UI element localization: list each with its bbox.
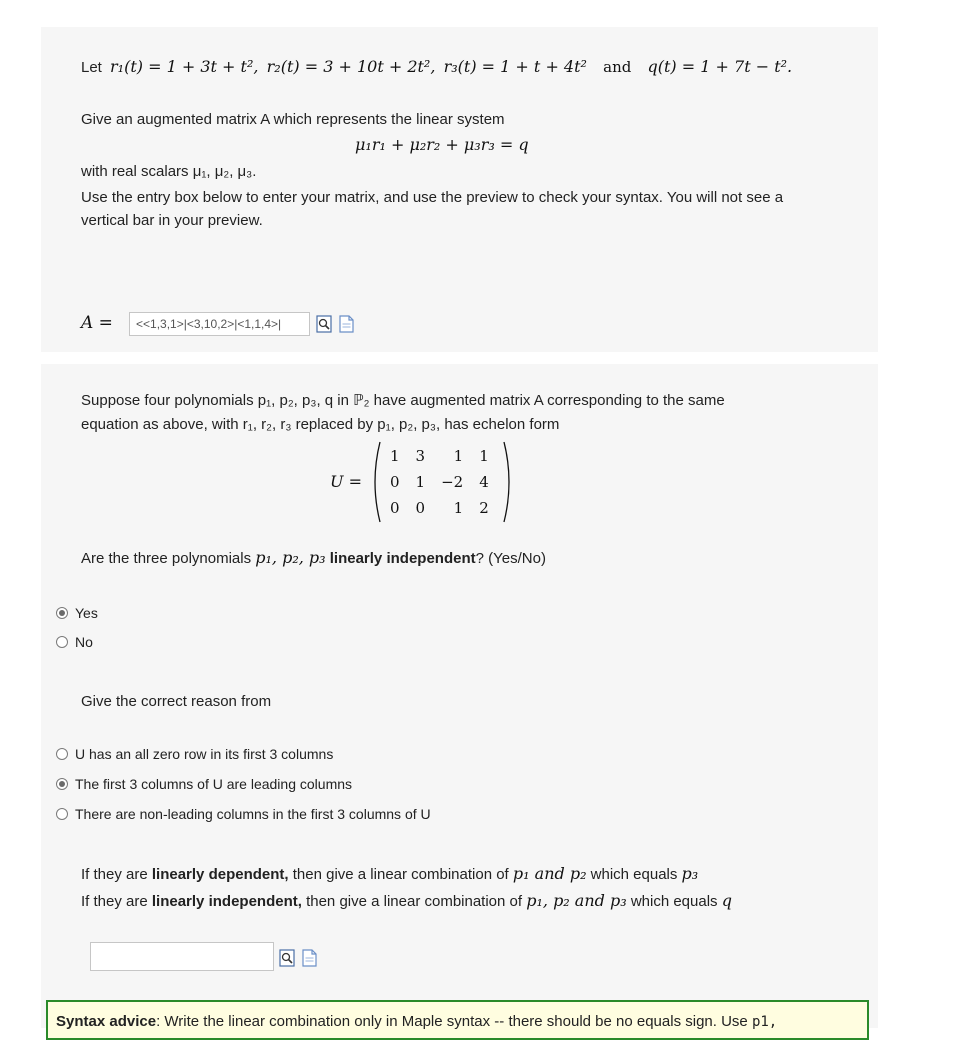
independence-question bbox=[81, 548, 546, 567]
matrix-cell: 1 bbox=[479, 447, 489, 465]
reason-option-label: The first 3 columns of U are leading columns bbox=[75, 776, 353, 792]
yes-no-option-label: Yes bbox=[75, 605, 98, 621]
reason-option[interactable] bbox=[56, 746, 333, 762]
matrix-row bbox=[382, 495, 497, 521]
instruction-entry-line2: vertical bar in your preview. bbox=[81, 212, 263, 229]
independent-polys: p₁, p₂ and p₃ bbox=[526, 891, 627, 910]
syntax-advice-title: Syntax advice bbox=[56, 1013, 157, 1030]
yes-no-option[interactable] bbox=[56, 605, 98, 621]
instruction-augmented-matrix: Give an augmented matrix A which represents the linear system bbox=[81, 111, 505, 128]
radio-button[interactable] bbox=[56, 778, 68, 790]
yes-no-option[interactable] bbox=[56, 634, 93, 650]
instruction-entry-line1: Use the entry box below to enter your matrix, and use the preview to check your syntax. You will not see a bbox=[81, 189, 784, 206]
matrix-row bbox=[382, 469, 497, 495]
variable-definitions bbox=[81, 57, 792, 76]
matrix-cell: 4 bbox=[479, 473, 489, 491]
reason-option[interactable] bbox=[56, 806, 431, 822]
yes-no-option-label: No bbox=[75, 634, 93, 650]
radio-button[interactable] bbox=[56, 607, 68, 619]
dependent-middle: then give a linear combination of bbox=[292, 866, 509, 883]
matrix-cell: 2 bbox=[479, 499, 489, 517]
matrix-cell: 3 bbox=[415, 447, 426, 465]
left-paren bbox=[368, 440, 382, 524]
matrix-u-label: U = bbox=[330, 472, 362, 491]
independent-middle: then give a linear combination of bbox=[306, 893, 523, 910]
matrix-cell: 0 bbox=[390, 499, 400, 517]
question-suffix: ? (Yes/No) bbox=[475, 550, 546, 567]
r1-definition: r₁(t) = 1 + 3t + t², bbox=[110, 57, 259, 76]
preview-icon[interactable] bbox=[316, 315, 332, 333]
radio-button[interactable] bbox=[56, 636, 68, 648]
independent-bold: linearly independent, bbox=[151, 893, 302, 910]
independent-prefix: If they are bbox=[81, 893, 148, 910]
reason-option[interactable] bbox=[56, 776, 352, 792]
part-b-intro-line1: Suppose four polynomials p₁, p₂, p₃, q in ℙ₂ have augmented matrix A corresponding to the same bbox=[81, 392, 725, 409]
matrix-cell: −2 bbox=[441, 473, 464, 491]
reason-prompt: Give the correct reason from bbox=[81, 693, 272, 710]
dependent-bold: linearly dependent, bbox=[151, 866, 289, 883]
question-polys: p₁, p₂, p₃ bbox=[255, 548, 326, 567]
question-bold: linearly independent bbox=[329, 550, 476, 567]
independent-suffix: which equals bbox=[630, 893, 718, 910]
matrix-cell: 1 bbox=[390, 447, 400, 465]
preview-icon[interactable] bbox=[279, 949, 295, 967]
dependent-polys: p₁ and p₂ bbox=[512, 864, 587, 883]
radio-button[interactable] bbox=[56, 748, 68, 760]
matrix-row bbox=[382, 443, 497, 469]
echelon-matrix bbox=[368, 440, 518, 524]
dependent-target: p₃ bbox=[681, 864, 699, 883]
matrix-cell: 0 bbox=[390, 473, 400, 491]
dependent-suffix: which equals bbox=[590, 866, 678, 883]
linear-combination-input[interactable] bbox=[90, 942, 274, 971]
dependent-instruction bbox=[81, 864, 698, 883]
right-paren bbox=[502, 440, 516, 524]
question-prefix: Are the three polynomials bbox=[81, 550, 252, 567]
syntax-advice-code: p1, bbox=[751, 1014, 778, 1030]
help-icon[interactable] bbox=[301, 949, 317, 967]
reason-option-label: U has an all zero row in its first 3 columns bbox=[75, 746, 334, 762]
answer-a-label: A = bbox=[81, 313, 113, 333]
help-icon[interactable] bbox=[338, 315, 354, 333]
matrix-table bbox=[382, 443, 497, 521]
r3-definition: r₃(t) = 1 + t + 4t² bbox=[443, 57, 587, 76]
independent-target: q bbox=[721, 891, 732, 910]
q-definition: q(t) = 1 + 7t − t². bbox=[647, 57, 793, 76]
matrix-cell: 1 bbox=[453, 499, 464, 517]
syntax-advice-box bbox=[46, 1000, 869, 1040]
radio-button[interactable] bbox=[56, 808, 68, 820]
matrix-cell: 1 bbox=[415, 473, 426, 491]
dependent-prefix: If they are bbox=[81, 866, 148, 883]
linear-system-equation: μ₁r₁ + μ₂r₂ + μ₃r₃ = q bbox=[355, 135, 529, 154]
matrix-cell: 1 bbox=[453, 447, 464, 465]
part-b-intro-line2: equation as above, with r₁, r₂, r₃ replaced by p₁, p₂, p₃, has echelon form bbox=[81, 416, 560, 433]
and-word: and bbox=[603, 58, 632, 76]
matrix-cell: 0 bbox=[415, 499, 426, 517]
syntax-advice-text: : Write the linear combination only in Maple syntax -- there should be no equals sign. Use bbox=[156, 1013, 748, 1030]
reason-option-label: There are non-leading columns in the first 3 columns of U bbox=[75, 806, 431, 822]
r2-definition: r₂(t) = 3 + 10t + 2t², bbox=[266, 57, 436, 76]
instruction-scalars: with real scalars μ₁, μ₂, μ₃. bbox=[81, 163, 257, 180]
matrix-answer-input[interactable]: <<1,3,1>|<3,10,2>|<1,1,4>| bbox=[129, 312, 310, 336]
let-prefix: Let bbox=[81, 59, 102, 76]
independent-instruction bbox=[81, 891, 732, 910]
